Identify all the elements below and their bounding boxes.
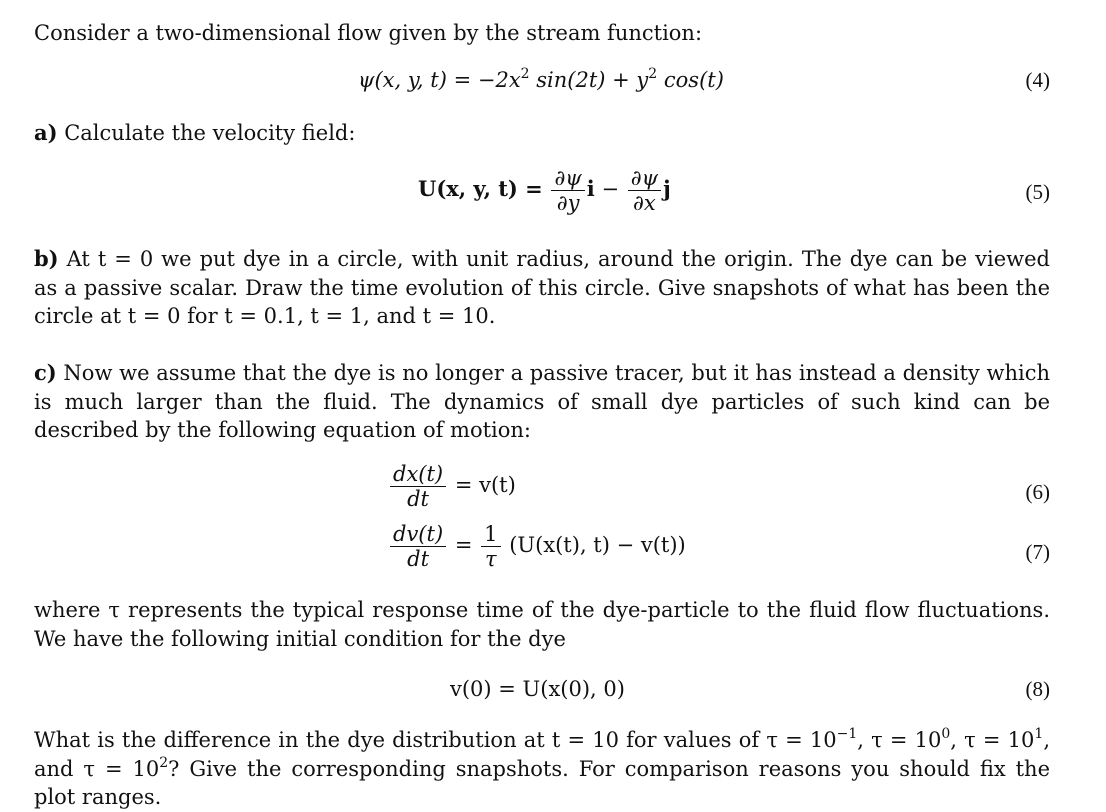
intro-text: Consider a two-dimensional flow given by the stream function:: [34, 21, 703, 45]
equation-6-number: (6): [1025, 480, 1050, 504]
equation-5-number: (5): [1025, 180, 1050, 204]
fraction-dpsi-dy: $\frac{\partial\psi}{\partial y}$: [551, 166, 584, 215]
equation-5-expression: U(x, y, t) = $\frac{\partial\psi}{\partial y}$ i − $\frac{\partial\psi}{\partial x}$ j: [418, 166, 671, 215]
equation-4-number: (4): [1025, 68, 1050, 92]
part-c-label: c): [34, 360, 57, 385]
part-a-label: a): [34, 120, 58, 145]
equation-4-expression: ψ(x, y, $t) = -2x^2$ $\sin(2t) + y^2$ cos(t): [358, 66, 724, 92]
equation-7-expression: $\frac{dv(t)}{dt}$ = $\frac{1}{\tau}$ (U(x(t), t) − v(t)): [388, 522, 686, 571]
equation-8-expression: v(0) = U(x(0), 0): [450, 677, 625, 701]
final-question-text: What is the difference in the dye distribution at t = 10 for values of $\tau = 10^{-1}$, $\tau = 10^0$, $\tau = 10^1$, and $\tau = 10^2$? Give the corresponding snapshots. For comparison reasons you should fix the plot ranges.: [34, 726, 1050, 809]
fraction-dpsi-dx: $\frac{\partial\psi}{\partial x}$: [628, 166, 661, 215]
part-a-text: a) Calculate the velocity field:: [34, 120, 356, 145]
part-b-label: b): [34, 246, 59, 271]
part-b-text: b) At t = 0 we put dye in a circle, with unit radius, around the origin. The dye can be viewed as a passive scalar. Draw the time evolution of this circle. Give snapshots of what has been the circle at t = 0 for t = 0.1, t = 1, and t = 10.: [34, 246, 1050, 328]
equation-6-expression: $\frac{dx(t)}{dt}$ = v(t): [388, 462, 516, 511]
equation-8-number: (8): [1025, 677, 1050, 701]
equation-7-number: (7): [1025, 540, 1050, 564]
where-text: where τ represents the typical response time of the dye-particle to the fluid flow fluctuations. We have the following initial condition for the dye: [34, 598, 1050, 651]
part-c-text: c) Now we assume that the dye is no longer a passive tracer, but it has instead a density which is much larger than the fluid. The dynamics of small dye particles of such kind can be described by the following equation of motion:: [34, 360, 1050, 442]
